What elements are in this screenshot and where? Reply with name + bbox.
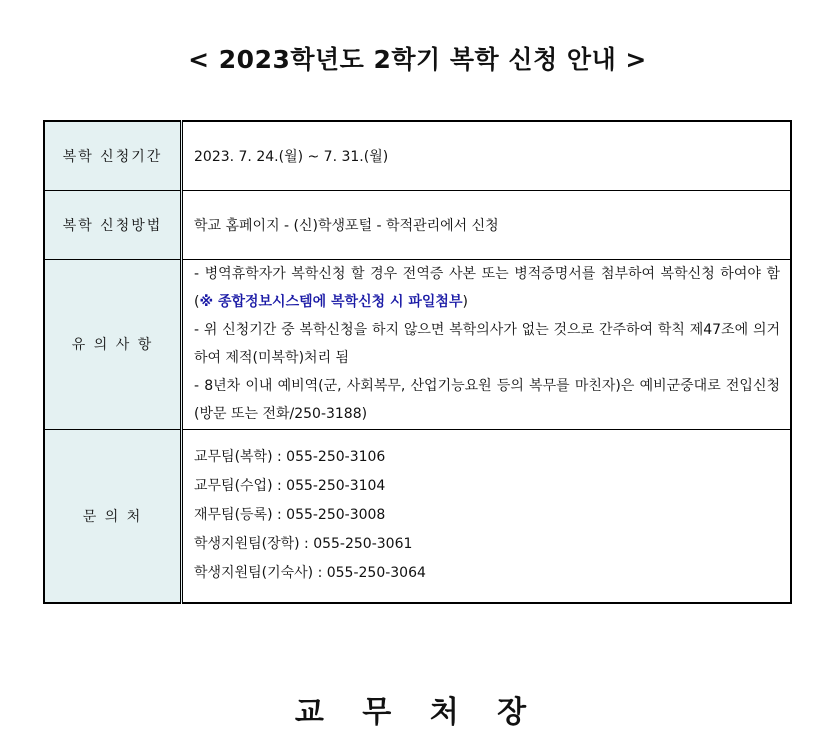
note-item: [194, 260, 780, 316]
contact-item: 학생지원팀(기숙사) : 055-250-3064: [194, 565, 426, 582]
info-table: [43, 120, 792, 604]
contact-item: 학생지원팀(장학) : 055-250-3061: [194, 536, 413, 553]
table-row-period: [44, 121, 791, 190]
period-label: 복학 신청기간: [44, 121, 182, 190]
note-item: - 8년차 이내 예비역(군, 사회복무, 산업기능요원 등의 복무를 마친자)은 예비군중대로 전입신청(방문 또는 전화/250-3188): [194, 378, 780, 422]
method-label: 복학 신청방법: [44, 190, 182, 259]
contacts-label: 문 의 처: [44, 429, 182, 603]
contact-item: 교무팀(복학) : 055-250-3106: [194, 449, 386, 466]
note-text: - 병역휴학자가 복학신청 할 경우 전역증 사본 또는 병적증명서를 첨부하여 복학신청 하여야 함 (: [194, 266, 780, 310]
period-value: 2023. 7. 24.(월) ~ 7. 31.(월): [182, 121, 792, 190]
note-highlight: ※ 종합정보시스템에 복학신청 시 파일첨부: [199, 294, 463, 310]
table-row-contacts: [44, 429, 791, 603]
table-row-method: [44, 190, 791, 259]
method-value: 학교 홈페이지 - (신)학생포털 - 학적관리에서 신청: [182, 190, 792, 259]
contact-item: 재무팀(등록) : 055-250-3008: [194, 507, 386, 524]
notes-label: 유 의 사 항: [44, 259, 182, 429]
note-text-end: ): [462, 294, 468, 310]
page-title: < 2023학년도 2학기 복학 신청 안내 >: [188, 45, 647, 74]
note-item: - 위 신청기간 중 복학신청을 하지 않으면 복학의사가 없는 것으로 간주하여 학칙 제47조에 의거하여 제적(미복학)처리 됨: [194, 322, 780, 366]
contact-item: 교무팀(수업) : 055-250-3104: [194, 478, 386, 495]
table-row-notes: [44, 259, 791, 429]
notes-value: [182, 259, 792, 429]
contacts-value: [182, 429, 792, 603]
signature-office: 교 무 처 장: [294, 695, 541, 730]
